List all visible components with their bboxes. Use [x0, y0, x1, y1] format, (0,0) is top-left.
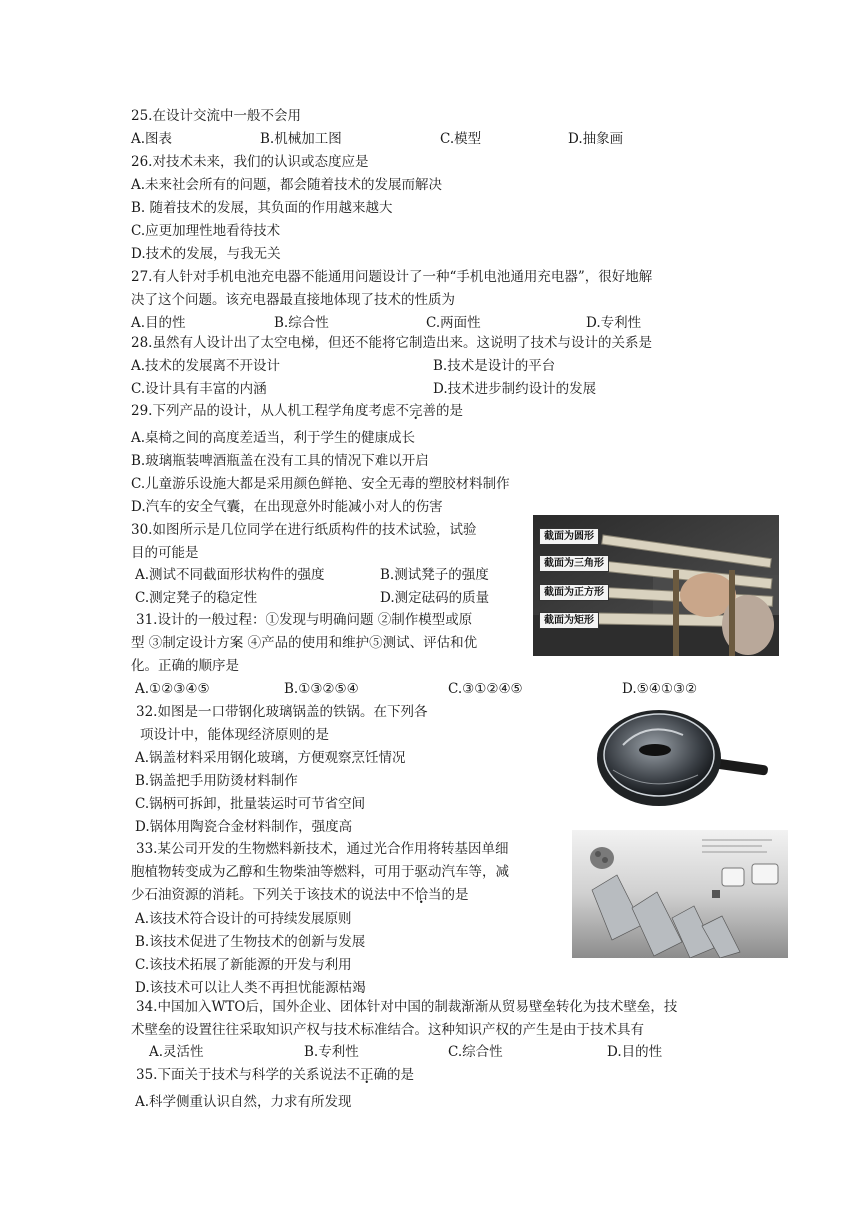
q30-option-d: D.测定砝码的质量	[380, 590, 490, 606]
glass-lid-pan-photo	[593, 700, 771, 812]
label-triangle-section: 截面为三角形	[539, 555, 609, 572]
q34-option-b: B.专利性	[304, 1044, 359, 1060]
q25-option-b: B.机械加工图	[260, 131, 342, 147]
q32-stem-line1: 32.如图是一口带钢化玻璃锅盖的铁锅。在下列各	[136, 704, 428, 720]
q35-stem	[136, 1066, 414, 1084]
q29-option-d: D.汽车的安全气囊，在出现意外时能减小对人的伤害	[131, 499, 443, 515]
q34-stem-line1: 34.中国加入WTO后，国外企业、团体针对中国的制裁渐渐从贸易壁垒转化为技术壁垒，技	[136, 999, 678, 1015]
q28-option-c: C.设计具有丰富的内涵	[131, 381, 267, 397]
q34-stem-line2: 术壁垒的设置往往采取知识产权与技术标准结合。这种知识产权的产生是由于技术具有	[131, 1022, 644, 1038]
q29-option-a: A.桌椅之间的高度差适当，利于学生的健康成长	[131, 430, 416, 446]
q29-stem-end: 的是	[435, 403, 463, 419]
q30-option-a: A.测试不同截面形状构件的强度	[135, 567, 325, 583]
label-rectangle-section: 截面为矩形	[539, 612, 599, 629]
biofuel-technology-illustration	[572, 830, 788, 958]
q31-option-a: A.①②③④⑤	[135, 681, 210, 697]
q25-stem: 25.在设计交流中一般不会用	[131, 108, 301, 124]
q25-option-c: C.模型	[440, 131, 482, 147]
q28-option-a: A.技术的发展离不开设计	[131, 358, 281, 374]
q28-option-b: B.技术是设计的平台	[433, 358, 556, 374]
label-circle-section: 截面为圆形	[539, 528, 599, 545]
q33-option-d: D.该技术可以让人类不再担忧能源枯竭	[135, 980, 366, 996]
q33-stem-emphasis: 不恰当	[401, 887, 442, 903]
label-square-section: 截面为正方形	[539, 584, 609, 601]
q32-option-b: B.锅盖把手用防烫材料制作	[135, 773, 298, 789]
q31-stem-line2: 型 ③制定设计方案 ④产品的使用和维护⑤测试、评估和优	[131, 635, 478, 651]
q35-option-a: A.科学侧重认识自然，力求有所发现	[135, 1094, 352, 1110]
q32-option-d: D.锅体用陶瓷合金材料制作，强度高	[135, 819, 353, 835]
q33-stem-end: 的是	[441, 887, 469, 903]
q31-option-b: B.①③②⑤④	[284, 681, 359, 697]
q33-option-b: B.该技术促进了生物技术的创新与发展	[135, 934, 366, 950]
q28-stem: 28.虽然有人设计出了太空电梯，但还不能将它制造出来。这说明了技术与设计的关系是	[131, 335, 652, 351]
biofuel-drawing	[572, 830, 788, 958]
q30-stem-line2: 目的可能是	[131, 545, 199, 561]
q35-stem-text: 35.下面关于技术与科学的关系说法	[136, 1067, 347, 1083]
q26-option-c: C.应更加理性地看待技术	[131, 223, 281, 239]
q30-stem-line1: 30.如图所示是几位同学在进行纸质构件的技术试验，试验	[131, 522, 477, 538]
paper-structure-test-photo	[533, 515, 779, 656]
q33-stem-line3	[131, 886, 469, 904]
q26-stem: 26.对技术未来，我们的认识或态度应是	[131, 154, 369, 170]
q26-option-a: A.未来社会所有的问题，都会随着技术的发展而解决	[131, 177, 443, 193]
q29-option-c: C.儿童游乐设施大都是采用颜色鲜艳、安全无毒的塑胶材料制作	[131, 476, 510, 492]
q31-stem-line1: 31.设计的一般过程：①发现与明确问题 ②制作模型或原	[136, 612, 473, 628]
q27-option-c: C.两面性	[426, 315, 481, 331]
q32-option-c: C.锅柄可拆卸，批量装运时可节省空间	[135, 796, 366, 812]
q27-stem-line2: 决了这个问题。该充电器最直接地体现了技术的性质为	[131, 292, 455, 308]
pan-drawing	[593, 700, 771, 812]
q29-stem-text: 29.下列产品的设计，从人机工程学角度考虑	[131, 403, 396, 419]
q33-stem-text: 少石油资源的消耗。下列关于该技术的说法中	[131, 887, 401, 903]
q25-option-a: A.图表	[131, 131, 173, 147]
q29-stem-emphasis: 不完善	[395, 403, 436, 419]
q34-option-d: D.目的性	[607, 1044, 663, 1060]
q35-stem-emphasis: 不正确	[346, 1067, 387, 1083]
q31-stem-line3: 化。正确的顺序是	[131, 658, 239, 674]
q30-option-b: B.测试凳子的强度	[380, 567, 489, 583]
q31-option-c: C.③①②④⑤	[448, 681, 523, 697]
q33-option-a: A.该技术符合设计的可持续发展原则	[135, 911, 352, 927]
q31-option-d: D.⑤④①③②	[622, 681, 698, 697]
q33-option-c: C.该技术拓展了新能源的开发与利用	[135, 957, 352, 973]
q26-option-d: D.技术的发展，与我无关	[131, 246, 281, 262]
q29-stem	[131, 402, 463, 420]
q32-stem-line2: 项设计中，能体现经济原则的是	[140, 727, 329, 743]
q28-option-d: D.技术进步制约设计的发展	[433, 381, 597, 397]
q26-option-b: B. 随着技术的发展，其负面的作用越来越大	[131, 200, 393, 216]
q27-option-a: A.目的性	[131, 315, 186, 331]
q35-stem-end: 的是	[386, 1067, 414, 1083]
q27-option-d: D.专利性	[586, 315, 642, 331]
q34-option-c: C.综合性	[448, 1044, 503, 1060]
q27-option-b: B.综合性	[274, 315, 329, 331]
q30-option-c: C.测定凳子的稳定性	[135, 590, 258, 606]
q27-stem-line1: 27.有人针对手机电池充电器不能通用问题设计了一种“手机电池通用充电器”，很好地解	[131, 269, 653, 285]
q33-stem-line1: 33.某公司开发的生物燃料新技术，通过光合作用将转基因单细	[136, 841, 509, 857]
q33-stem-line2: 胞植物转变成为乙醇和生物柴油等燃料，可用于驱动汽车等，减	[131, 864, 509, 880]
q29-option-b: B.玻璃瓶装啤酒瓶盖在没有工具的情况下难以开启	[131, 453, 429, 469]
q25-option-d: D.抽象画	[568, 131, 624, 147]
q32-option-a: A.锅盖材料采用钢化玻璃，方便观察烹饪情况	[135, 750, 406, 766]
q34-option-a: A.灵活性	[149, 1044, 204, 1060]
